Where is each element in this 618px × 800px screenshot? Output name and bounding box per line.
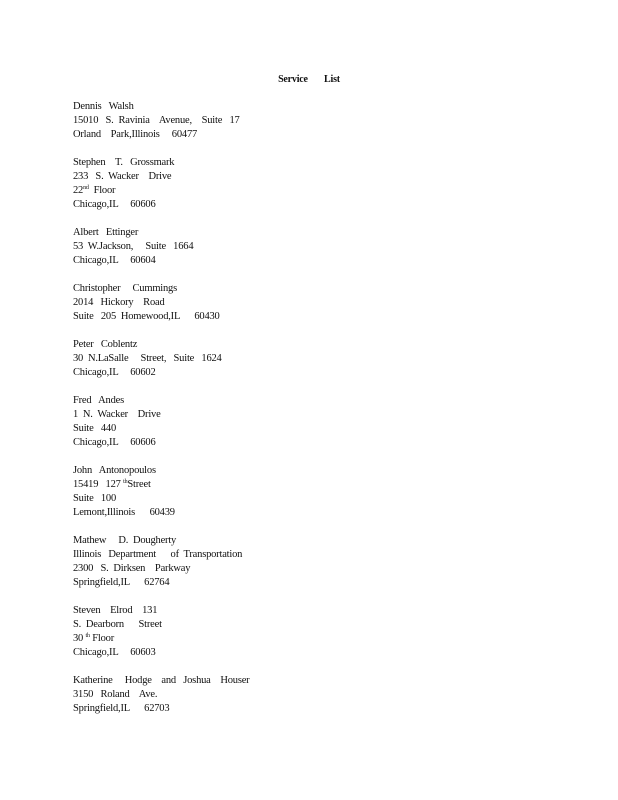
entry-address-line: Illinois Department of Transportation <box>73 549 243 560</box>
entry-address-line: Chicago,IL 60606 <box>73 437 156 448</box>
entry-address-line: 3150 Roland Ave. <box>73 689 158 700</box>
entry-name-line: Albert Ettinger <box>73 227 139 238</box>
entry-name-line: John Antonopoulos <box>73 465 156 476</box>
entry-address-line: 30 N.LaSalle Street, Suite 1624 <box>73 353 222 364</box>
ordinal-suffix: th <box>85 633 90 639</box>
entry-name-line: Katherine Hodge and Joshua Houser <box>73 675 250 686</box>
address-entry <box>73 338 393 380</box>
entry-address-line: 53 W.Jackson, Suite 1664 <box>73 241 194 252</box>
entry-name-line: Christopher Cummings <box>73 283 177 294</box>
address-entry <box>73 674 393 716</box>
entry-address-line <box>73 478 393 492</box>
entry-address-line: Chicago,IL 60604 <box>73 255 156 266</box>
entry-address-line: 2014 Hickory Road <box>73 297 165 308</box>
entry-address-line: Chicago,IL 60602 <box>73 367 156 378</box>
entry-name-line: Stephen T. Grossmark <box>73 157 175 168</box>
entry-name-line: Peter Coblentz <box>73 339 138 350</box>
entry-name-line: Mathew D. Dougherty <box>73 535 177 546</box>
entry-name-line: Steven Elrod 131 <box>73 605 158 616</box>
line-text: Floor <box>88 185 116 196</box>
address-entry <box>73 226 393 268</box>
address-entry <box>73 100 393 142</box>
address-entry <box>73 156 393 212</box>
entry-address-line: 15010 S. Ravinia Avenue, Suite 17 <box>73 115 240 126</box>
entry-address-line: Suite 205 Homewood,IL 60430 <box>73 311 220 322</box>
entry-address-line <box>73 632 393 646</box>
address-entry <box>73 534 393 590</box>
entry-address-line: 1 N. Wacker Drive <box>73 409 161 420</box>
entry-name-line: Fred Andes <box>73 395 124 406</box>
ordinal-suffix: nd <box>83 185 89 191</box>
entry-address-line <box>73 184 393 198</box>
address-entry <box>73 464 393 520</box>
page-title: Service List <box>278 74 340 85</box>
line-text: 22 <box>73 185 84 196</box>
address-entry <box>73 282 393 324</box>
entry-address-line: S. Dearborn Street <box>73 619 162 630</box>
address-entry <box>73 604 393 660</box>
service-list <box>73 100 393 730</box>
entry-address-line: Orland Park,Illinois 60477 <box>73 129 198 140</box>
line-text: Street <box>127 479 151 490</box>
address-entry <box>73 394 393 450</box>
entry-address-line: Lemont,Illinois 60439 <box>73 507 175 518</box>
entry-address-line: Springfield,IL 62703 <box>73 703 170 714</box>
ordinal-suffix: th <box>123 479 128 485</box>
entry-address-line: Suite 100 <box>73 493 117 504</box>
line-text: 30 <box>73 633 86 644</box>
line-text: 15419 127 <box>73 479 124 490</box>
entry-address-line: 2300 S. Dirksen Parkway <box>73 563 191 574</box>
line-text: Floor <box>89 633 114 644</box>
entry-name-line: Dennis Walsh <box>73 101 134 112</box>
entry-address-line: Chicago,IL 60606 <box>73 199 156 210</box>
entry-address-line: Suite 440 <box>73 423 117 434</box>
entry-address-line: Chicago,IL 60603 <box>73 647 156 658</box>
entry-address-line: 233 S. Wacker Drive <box>73 171 172 182</box>
entry-address-line: Springfield,IL 62764 <box>73 577 170 588</box>
